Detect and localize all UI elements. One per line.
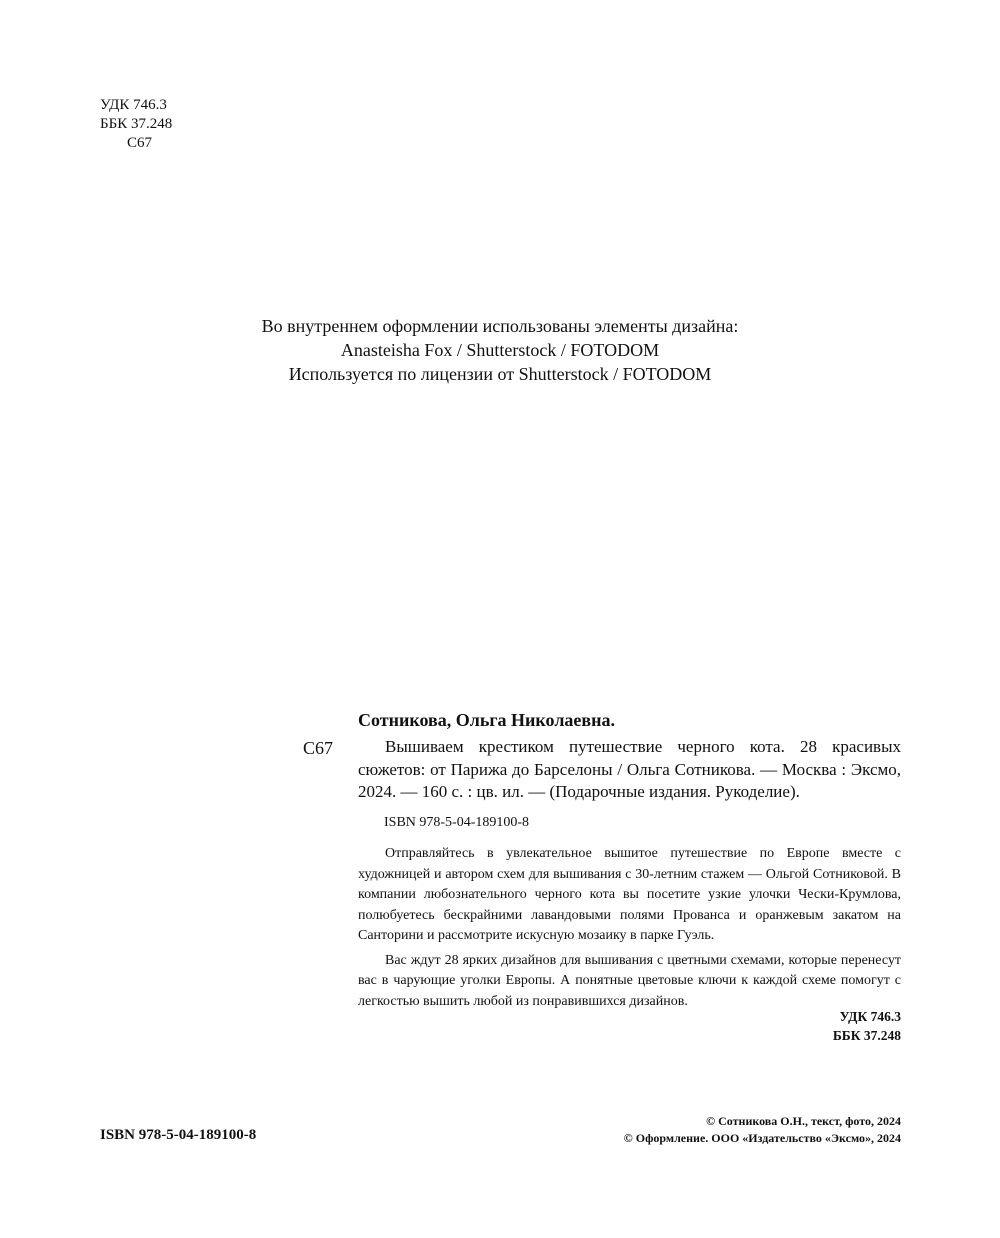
credits-line-2: Anasteisha Fox / Shutterstock / FOTODOM — [340, 340, 660, 360]
udk-code: УДК 746.3 — [100, 97, 167, 113]
copyright-block — [624, 1113, 901, 1147]
design-credits — [0, 314, 1000, 386]
credits-line-1: Во внутреннем оформлении использованы элементы дизайна: — [261, 316, 739, 336]
entry-udk: УДК 746.3 — [839, 1009, 901, 1024]
entry-codes — [833, 1007, 901, 1045]
classification-codes — [100, 96, 172, 153]
author-mark: С67 — [127, 135, 153, 151]
catalog-author-mark: С67 — [303, 738, 334, 758]
credits-line-3: Используется по лицензии от Shutterstock / FOTODOM — [288, 364, 712, 384]
annotation-paragraph-2: Вас ждут 28 ярких дизайнов для вышивания с цветными схемами, которые перенесут вас в чарующие уголки Европы. А понятные цветовые ключи к каждой схеме помогут с легкостью вышить любой из понравившихся дизайнов. — [358, 952, 901, 1009]
catalog-author: Сотникова, Ольга Николаевна. — [358, 710, 615, 730]
catalog-isbn: ISBN 978-5-04-189100-8 — [384, 815, 530, 830]
annotation — [358, 844, 901, 1016]
annotation-paragraph-1: Отправляйтесь в увлекательное вышитое путешествие по Европе вместе с художницей и автором схем для вышивания с 30-летним стажем — Ольгой Сотниковой. В компании любознательного черного кота вы посетите узкие улочки Чески-Крумлова, полюбуетесь бескрайними лавандовыми полями Прованса и оранжевым закатом на Санторини и рассмотрите искусную мозаику в парке Гуэль. — [358, 846, 901, 943]
copyright-line-1: © Сотникова О.Н., текст, фото, 2024 — [706, 1114, 901, 1128]
bbk-code: ББК 37.248 — [100, 116, 173, 132]
entry-bbk: ББК 37.248 — [832, 1028, 901, 1043]
copyright-line-2: © Оформление. ООО «Издательство «Эксмо», 2024 — [623, 1131, 901, 1145]
catalog-description: Вышиваем крестиком путешествие черного кота. 28 красивых сюжетов: от Парижа до Барселоны / Ольга Сотникова. — Москва : Эксмо, 2024. — 160 с. : цв. ил. — (Подарочные издания. Рукоделие). — [358, 737, 901, 801]
footer-isbn: ISBN 978-5-04-189100-8 — [100, 1127, 257, 1143]
